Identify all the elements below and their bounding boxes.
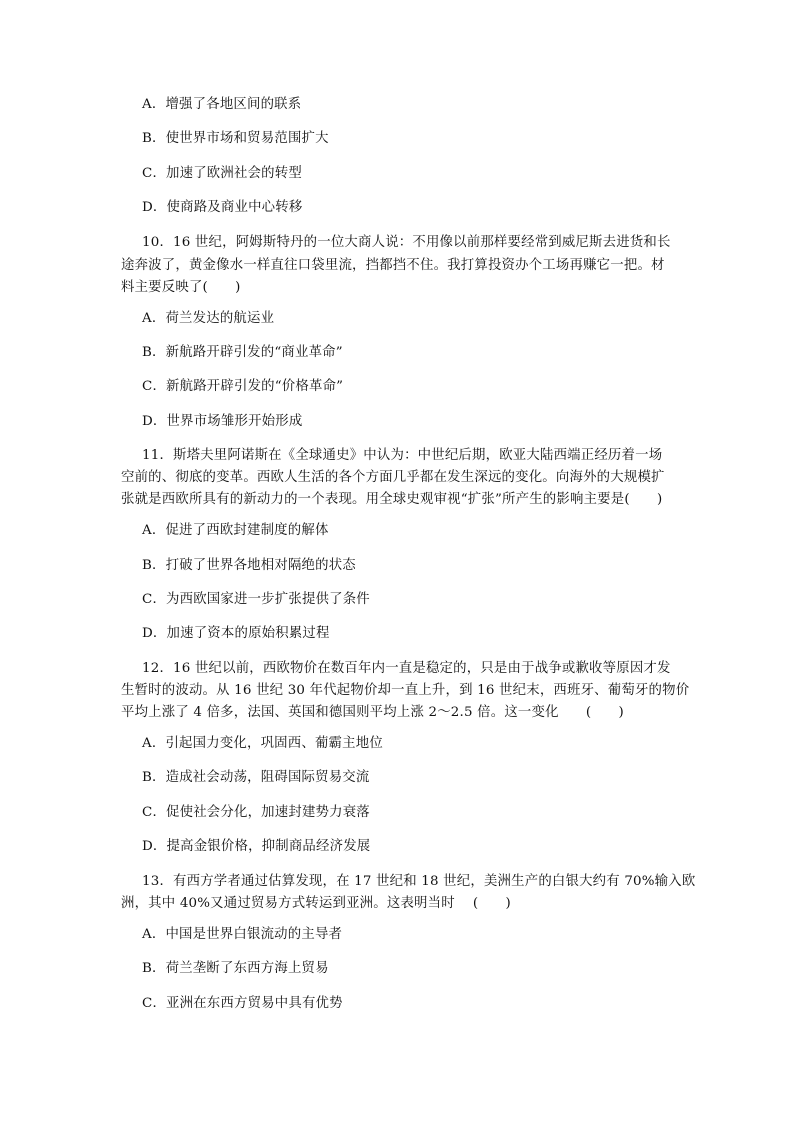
q10-stem-line-1: 10．16 世纪，阿姆斯特丹的一位大商人说：不用像以前那样要经常到威尼斯去进货和长 bbox=[142, 235, 671, 250]
q12-option-c: C．促使社会分化，加速封建势力衰落 bbox=[142, 805, 370, 820]
q10-stem-line-3: 料主要反映了( ) bbox=[121, 280, 241, 295]
q13-stem-line-2: 洲，其中 40%又通过贸易方式转运到亚洲。这表明当时 ( ) bbox=[121, 896, 511, 911]
q9-option-b: B．使世界市场和贸易范围扩大 bbox=[142, 131, 329, 146]
q11-option-a: A．促进了西欧封建制度的解体 bbox=[142, 523, 329, 538]
q11-stem-line-3: 张就是西欧所具有的新动力的一个表现。用全球史观审视“扩张”所产生的影响主要是( ) bbox=[121, 492, 663, 507]
q11-stem-line-1: 11．斯塔夫里阿诺斯在《全球通史》中认为：中世纪后期，欧亚大陆西端正经历着一场 bbox=[142, 448, 663, 463]
q13-option-b: B．荷兰垄断了东西方海上贸易 bbox=[142, 961, 329, 976]
q9-option-c: C．加速了欧洲社会的转型 bbox=[142, 166, 302, 181]
q11-stem-line-2: 空前的、彻底的变革。西欧人生活的各个方面几乎都在发生深远的变化。向海外的大规模扩 bbox=[121, 470, 665, 485]
q12-option-b: B．造成社会动荡，阻碍国际贸易交流 bbox=[142, 770, 370, 785]
q11-option-b: B．打破了世界各地相对隔绝的状态 bbox=[142, 558, 356, 573]
q11-option-d: D．加速了资本的原始积累过程 bbox=[142, 626, 330, 641]
q10-option-c: C．新航路开辟引发的“价格革命” bbox=[142, 379, 344, 394]
q13-stem-line-1: 13．有西方学者通过估算发现，在 17 世纪和 18 世纪，美洲生产的白银大约有 70%输入欧 bbox=[142, 874, 696, 889]
q12-stem-line-3: 平均上涨了 4 倍多，法国、英国和德国则平均上涨 2～2.5 倍。这一变化 ( ) bbox=[121, 705, 624, 720]
q12-stem-line-2: 生暂时的波动。从 16 世纪 30 年代起物价却一直上升，到 16 世纪末，西班牙、葡萄牙的物价 bbox=[121, 683, 690, 698]
q12-stem-line-1: 12．16 世纪以前，西欧物价在数百年内一直是稳定的，只是由于战争或歉收等原因才发 bbox=[142, 661, 671, 676]
q10-option-a: A．荷兰发达的航运业 bbox=[142, 311, 275, 326]
q9-option-d: D．使商路及商业中心转移 bbox=[142, 200, 303, 215]
q13-option-c: C．亚洲在东西方贸易中具有优势 bbox=[142, 996, 343, 1011]
q10-stem-line-2: 途奔波了，黄金像水一样直往口袋里流，挡都挡不住。我打算投资办个工场再赚它一把。材 bbox=[121, 258, 665, 273]
q11-option-c: C．为西欧国家进一步扩张提供了条件 bbox=[142, 592, 370, 607]
q13-option-a: A．中国是世界白银流动的主导者 bbox=[142, 927, 343, 942]
q12-option-a: A．引起国力变化，巩固西、葡霸主地位 bbox=[142, 736, 383, 751]
q10-option-d: D．世界市场雏形开始形成 bbox=[142, 414, 303, 429]
q12-option-d: D．提高金银价格，抑制商品经济发展 bbox=[142, 839, 371, 854]
q9-option-a: A．增强了各地区间的联系 bbox=[142, 97, 302, 112]
q10-option-b: B．新航路开辟引发的“商业革命” bbox=[142, 345, 343, 360]
